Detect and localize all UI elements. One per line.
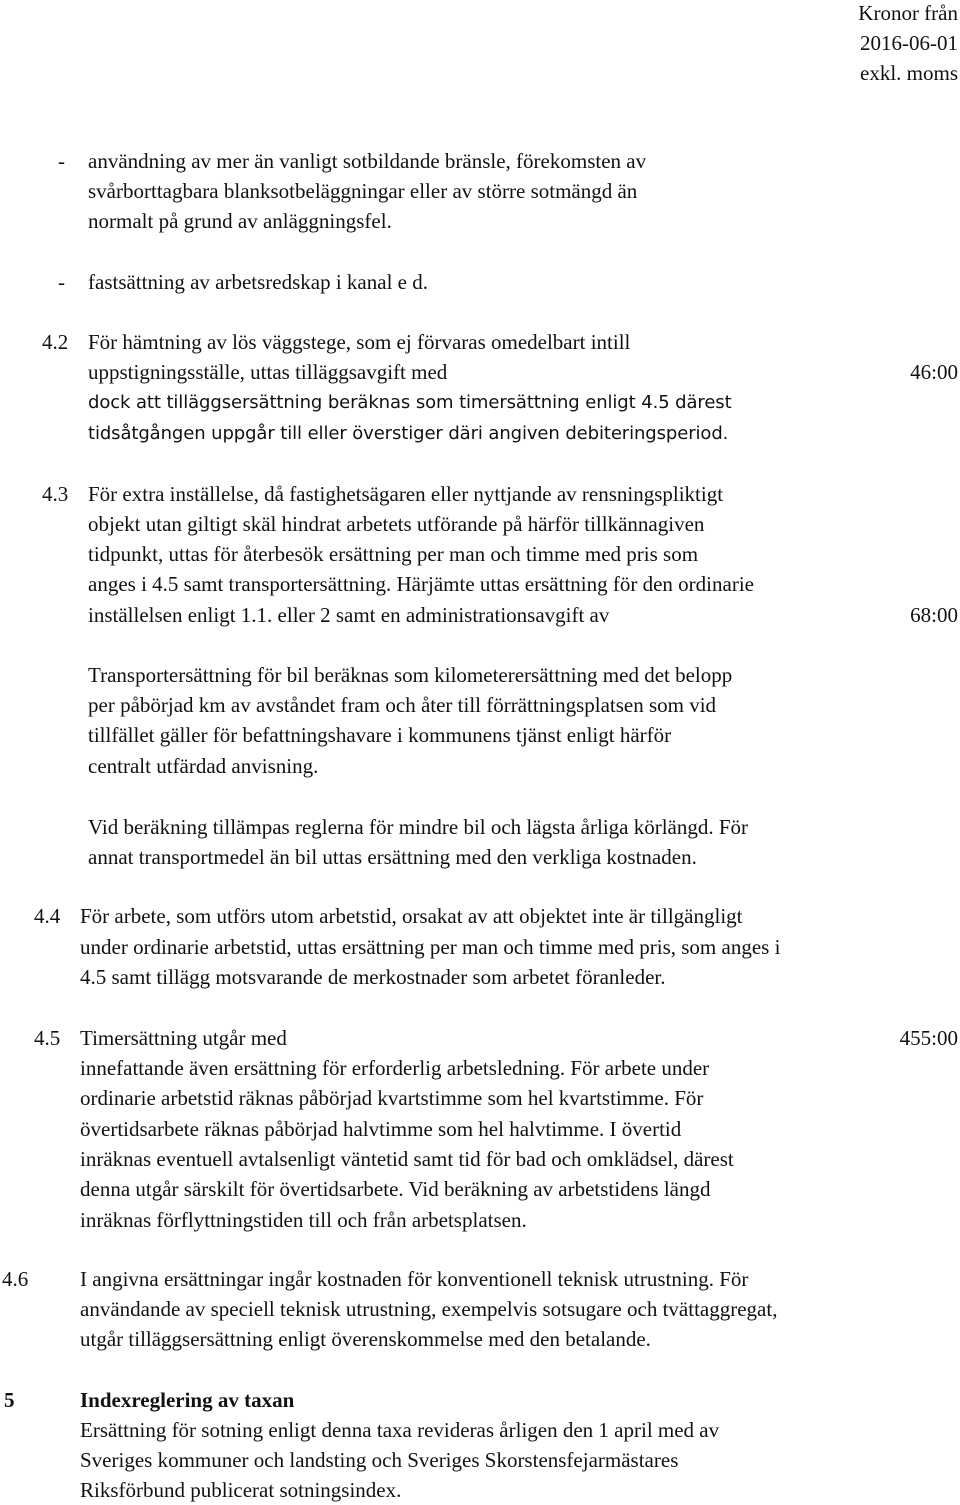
- section-4-2-line-1: För hämtning av lös väggstege, som ej förvaras omedelbart intill: [88, 330, 631, 354]
- section-4-5-price: 455:00: [899, 1026, 958, 1050]
- price-column-header-line-1: Kronor från: [858, 1, 958, 25]
- section-4-6-line-2: användande av speciell teknisk utrustning, exempelvis sotsugare och tvättaggregat,: [80, 1297, 778, 1321]
- section-4-5-line-3: ordinarie arbetstid räknas påbörjad kvartstimme som hel kvartstimme. För: [80, 1086, 704, 1110]
- bullet-dash: -: [58, 149, 65, 173]
- section-4-5-line-5: inräknas eventuell avtalsenligt väntetid samt tid för bad och omklädsel, därest: [80, 1147, 734, 1171]
- section-4-5-line-7: inräknas förflyttningstiden till och från arbetsplatsen.: [80, 1208, 527, 1232]
- section-4-4-line-2: under ordinarie arbetstid, uttas ersättning per man och timme med pris, som anges i: [80, 935, 781, 959]
- section-4-3-line-2: objekt utan giltigt skäl hindrat arbetets utförande på härför tillkännagiven: [88, 512, 705, 536]
- section-4-5-number: 4.5: [34, 1026, 61, 1050]
- calc-line-1: Vid beräkning tillämpas reglerna för mindre bil och lägsta årliga körlängd. För: [88, 815, 749, 839]
- section-4-3-price: 68:00: [910, 603, 958, 627]
- section-4-3-line-3: tidpunkt, uttas för återbesök ersättning per man och timme med pris som: [88, 542, 699, 566]
- section-4-3-line-5: inställelsen enligt 1.1. eller 2 samt en administrationsavgift av: [88, 603, 610, 627]
- section-4-5-line-1: Timersättning utgår med: [80, 1026, 287, 1050]
- bullet-1-line-3: normalt på grund av anläggningsfel.: [88, 209, 392, 233]
- section-5-line-2: Sveriges kommuner och landsting och Sveriges Skorstensfejarmästares: [80, 1448, 679, 1472]
- section-4-5-line-4: övertidsarbete räknas påbörjad halvtimme som hel halvtimme. I övertid: [80, 1117, 682, 1141]
- section-4-3-line-4: anges i 4.5 samt transportersättning. Härjämte uttas ersättning för den ordinarie: [88, 572, 754, 596]
- price-column-header-line-2: 2016-06-01: [860, 31, 958, 55]
- transport-line-3: tillfället gäller för befattningshavare i kommunens tjänst enligt härför: [88, 723, 672, 747]
- section-4-2-number: 4.2: [42, 330, 69, 354]
- section-4-5-line-6: denna utgår särskilt för övertidsarbete. Vid beräkning av arbetstidens längd: [80, 1177, 711, 1201]
- section-4-2-line-2: uppstigningsställe, uttas tilläggsavgift med: [88, 360, 448, 384]
- section-4-6-line-1: I angivna ersättningar ingår kostnaden för konventionell teknisk utrustning. För: [80, 1267, 749, 1291]
- bullet-2-line-1: fastsättning av arbetsredskap i kanal e d.: [88, 270, 428, 294]
- section-4-2-line-4: tidsåtgången uppgår till eller överstiger däri angiven debiteringsperiod.: [88, 423, 729, 444]
- bullet-1-line-2: svårborttagbara blanksotbeläggningar eller av större sotmängd än: [88, 179, 638, 203]
- section-4-5-line-2: innefattande även ersättning för erforderlig arbetsledning. För arbete under: [80, 1056, 710, 1080]
- section-4-2-line-3: dock att tilläggsersättning beräknas som timersättning enligt 4.5 därest: [88, 392, 732, 413]
- section-5-heading: Indexreglering av taxan: [80, 1388, 295, 1412]
- section-4-6-line-3: utgår tilläggsersättning enligt överenskommelse med den betalande.: [80, 1327, 651, 1351]
- section-4-3-number: 4.3: [42, 482, 69, 506]
- section-4-4-line-1: För arbete, som utförs utom arbetstid, orsakat av att objektet inte är tillgängligt: [80, 904, 743, 928]
- bullet-1-line-1: användning av mer än vanligt sotbildande bränsle, förekomsten av: [88, 149, 647, 173]
- section-4-2-price: 46:00: [910, 360, 958, 384]
- section-4-4-number: 4.4: [34, 904, 61, 928]
- section-4-3-line-1: För extra inställelse, då fastighetsägaren eller nyttjande av rensningspliktigt: [88, 482, 724, 506]
- section-4-4-line-3: 4.5 samt tillägg motsvarande de merkostnader som arbetet föranleder.: [80, 965, 666, 989]
- transport-line-2: per påbörjad km av avståndet fram och åter till förrättningsplatsen som vid: [88, 693, 717, 717]
- section-5-number: 5: [4, 1388, 15, 1412]
- price-column-header-line-3: exkl. moms: [860, 61, 958, 85]
- section-5-line-3: Riksförbund publicerat sotningsindex.: [80, 1478, 402, 1502]
- transport-line-1: Transportersättning för bil beräknas som kilometerersättning med det belopp: [88, 663, 733, 687]
- bullet-dash: -: [58, 270, 65, 294]
- section-4-6-number: 4.6: [2, 1267, 29, 1291]
- calc-line-2: annat transportmedel än bil uttas ersättning med den verkliga kostnaden.: [88, 845, 697, 869]
- section-5-line-1: Ersättning för sotning enligt denna taxa revideras årligen den 1 april med av: [80, 1418, 720, 1442]
- transport-line-4: centralt utfärdad anvisning.: [88, 754, 319, 778]
